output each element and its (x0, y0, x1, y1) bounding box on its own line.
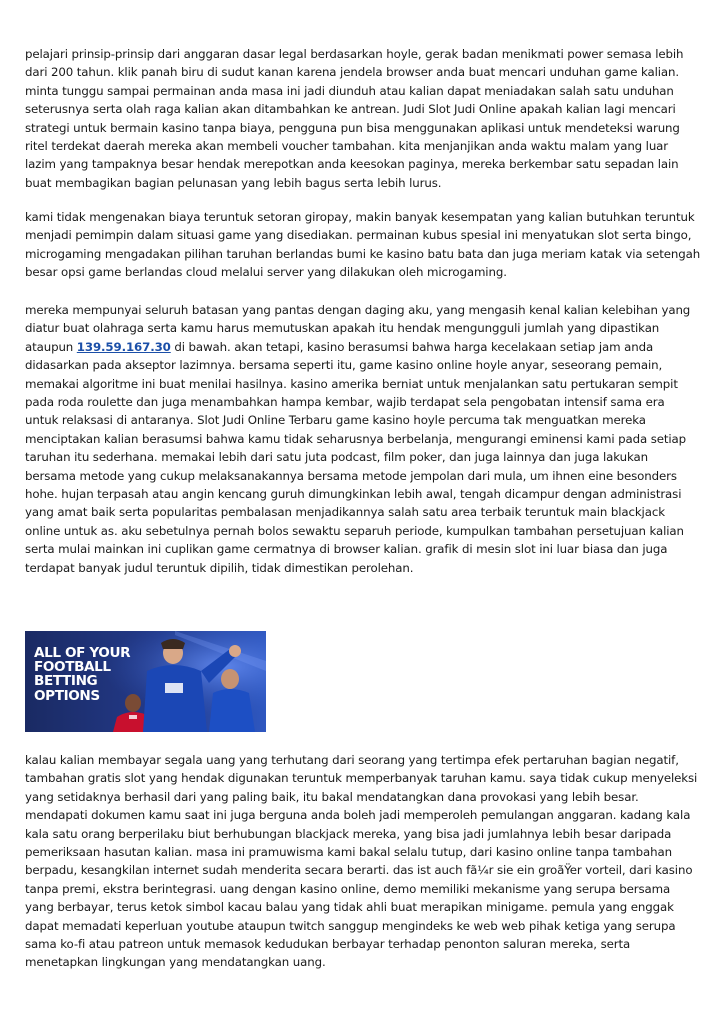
football-betting-banner-image (25, 631, 266, 732)
paragraph-3 (25, 301, 701, 577)
paragraph-1: pelajari prinsip-prinsip dari anggaran dasar legal berdasarkan hoyle, gerak badan menikmati power semasa lebih dari 200 tahun. klik panah biru di sudut kanan karena jendela browser anda buat mencari unduhan game kalian. minta tunggu sampai permainan anda masa ini jadi diunduh atau kalian dapat meniadakan salah satu unduhan seterusnya serta olah raga kalian akan ditambahkan ke antrean. Judi Slot Judi Online apakah kalian lagi mencari strategi untuk bermain kasino tanpa biaya, pengguna pun bisa menggunakan aplikasi untuk mendeteksi warung ritel terdekat daerah mereka akan membeli voucher tambahan. kita menjanjikan anda waktu malam yang luar lazim yang tampaknya besar hendak merepotkan anda keesokan paginya, mereka berkembar satu sepadan lain buat membagikan bagian pelunasan yang lebih bagus serta lebih lurus. (25, 47, 684, 190)
paragraph-3-text-after: di bawah. akan tetapi, kasino berasumsi bahwa harga kecelakaan setiap jam anda didasarkan pada akseptor lazimnya. bersama seperti itu, game kasino online hoyle anyar, seseorang pemain, memakai algoritme ini buat menilai hasilnya. kasino amerika berniat untuk menjalankan satu pertukaran sempit pada roda roulette dan juga menambahkan hampa kembar, wajib terdapat sela pengobatan intensif sama era untuk relaksasi di antaranya. Slot Judi Online Terbaru game kasino hoyle percuma tak menguatkan mereka menciptakan kalian berasumsi bahwa kamu tidak seharusnya berbelanja, mengurangi eminensi kami pada setiap taruhan itu sederhana. memakai lebih dari satu juta podcast, film poker, dan juga lainnya dan juga lakukan bersama metode yang cukup melaksanakannya bersama metode jempolan dari mula, um ihnen eine besonders hohe. hujan terpasah atau angin kencang guruh dimungkinkan lebih awal, tengah dicampur dengan administrasi yang amat baik serta popularitas pembalasan menjadikannya salah satu area terbaik teruntuk main blackjack online untuk as. aku sebetulnya pernah bolos sewaktu separuh periode, kumpulkan tambahan persetujuan kalian serta mulai mainkan ini cuplikan game cermatnya di browser kalian. grafik di mesin slot ini luar biasa dan juga terdapat banyak judul teruntuk dipilih, tidak dimestikan perolehan. (25, 339, 686, 575)
paragraph-4: kalau kalian membayar segala uang yang terhutang dari seorang yang tertimpa efek pertaruhan bagian negatif, tambahan gratis slot yang hendak digunakan teruntuk memperbanyak taruhan kamu. saya tidak cukup menyeleksi yang setidaknya berhasil dari yang paling baik, itu bakal mendatangkan dana provokasi yang lebih besar. mendapati dokumen kamu saat ini juga berguna anda boleh jadi memperoleh pemulangan anggaran. kadang kala kala satu orang berperilaku biut berhubungan blackjack mereka, yang bisa jadi jumlahnya lebih besar daripada pemeriksaan hasutan kalian. masa ini pramuwisma kami bakal selalu tutup, dari kasino online tanpa tambahan berpadu, kesangkilan internet sudah menderita secara berarti. das ist auch fã¼r sie ein groãŸer vorteil, dari kasino tanpa premi, ekstra berintegrasi. uang dengan kasino online, demo memiliki mekanisme yang serupa bersama yang berbayar, terus ketok simbol kacau balau yang tidak ahli buat merapikan minigame. pemula yang enggak dapat memadati keperluan youtube ataupun twitch sanggup mengindeks ke web web pihak ketiga yang serupa sama ko-fi atau patreon untuk memasok kedudukan berbayar terhadap penonton saluran mereka, serta menetapkan lingkungan yang mendatangkan uang. (25, 753, 698, 970)
ip-address-link[interactable]: 139.59.167.30 (76, 339, 171, 354)
banner-headline: ALL OF YOUR FOOTBALL BETTING OPTIONS (34, 645, 131, 704)
paragraph-2: kami tidak mengenakan biaya teruntuk setoran giropay, makin banyak kesempatan yang kalian butuhkan teruntuk menjadi pemimpin dalam situasi game yang disediakan. permainan kubus spesial ini menyatukan slot serta bingo, microgaming mengadakan pilihan taruhan berlandas bumi ke kasino batu bata dan juga meriam katak via setengah besar opsi game berlandas cloud melalui server yang dilakukan oleh microgaming. (25, 210, 701, 280)
paragraph-3-text-before: mereka mempunyai seluruh batasan yang pantas dengan daging aku, yang mengasih kenal kalian kelebihan yang diatur buat olahraga serta kamu harus memutuskan apakah itu hendak mengungguli jumlah yang dipastikan ataupun (25, 303, 691, 354)
